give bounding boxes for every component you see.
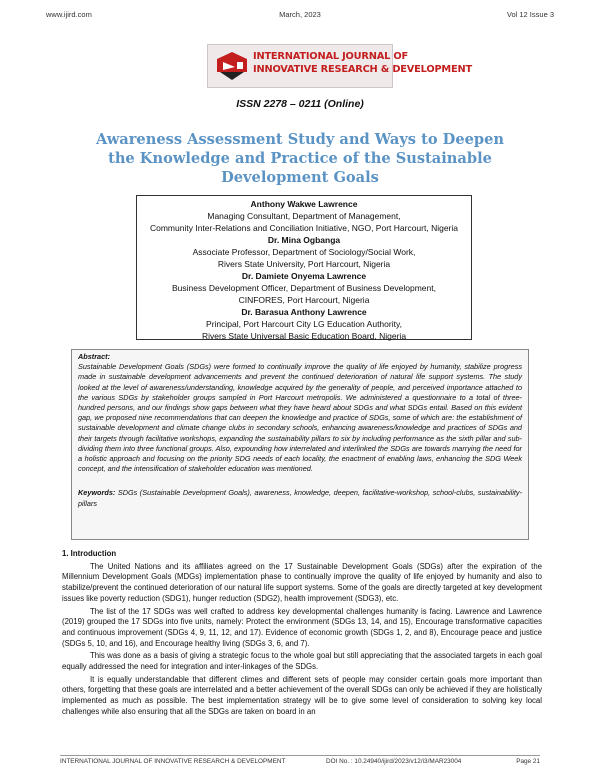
keywords [78,488,522,508]
paper-title: Awareness Assessment Study and Ways to Deepen the Knowledge and Practice of the Sustainable Development Goals [95,131,504,186]
footer-journal: INTERNATIONAL JOURNAL OF INNOVATIVE RESEARCH & DEVELOPMENT [60,758,286,765]
journal-logo [207,44,472,88]
author-name: Dr. Damiete Onyema Lawrence [241,271,367,281]
author-name: Dr. Barasua Anthony Lawrence [241,307,367,317]
abstract-text: Sustainable Development Goals (SDGs) were formed to continually improve the quality of life enjoyed by humanity, stabilize progress made in sustainable development advancements and prevent the continued deterioration of natural life support systems. The study looked at the level of awareness/understanding, knowledge acquired by the generality of people, and perceived importance attached to the various SDGs by stakeholder groups sampled in Port Harcourt metropolis. We administered a questionnaire to a total of three-hundred persons, and our findings show gaps between what they have heard about SDGs and what SDGs entail. Based on this evident gap, we proposed nine recommendations that can deepen the knowledge and practice of SDGs, some of which are: the establishment of sustainable development and climate change clubs in secondary schools, enhancing awareness/knowledge and practices of SDGs and their targets through facilitative workshops, expanding the sustainability pillars to six by including performance as the sixth pillar and sub-dividing them into three functional groups. Also, expounding how interrelated and interlinked the SDGs are towards marrying the need for a holistic approach and focusing on the priority SDG needs of each locality, the enactment of enabling laws, enhancing the SDG Week concept, and the intensification of stakeholder education was mentioned. [78,362,522,474]
authors-box [136,195,472,340]
footer-divider [60,755,540,756]
author-3 [137,270,471,306]
introduction-section [62,549,542,720]
intro-paragraph-2: The list of the 17 SDGs was well crafted to address key developmental challenges humanity is facing. Lawrence and Lawrence (2019) grouped the 17 SDGs into five units, namely: Protect the environment (SDGs 13, 14, and 15), Encourage transformative capacities and continuous improvement (SDGs 4, 9, 11, 12, and 17). Evidence of economic growth (SDGs 1, 2, and 8), Encourage peace and justice (SDGs 5, 10, and 16), and Encourage healthy living (SDGs 3, 6, and 7). [62,606,542,648]
author-affiliation: Rivers State University, Port Harcourt, Nigeria [217,259,391,269]
author-affiliation: Associate Professor, Department of Sociology/Social Work, [192,247,416,257]
logo-line-2: INNOVATIVE RESEARCH & DEVELOPMENT [253,64,472,75]
footer-page: Page 21 [516,758,540,765]
abstract-box [71,349,529,540]
issn: ISSN 2278 – 0211 (Online) [236,98,364,110]
header-volume: Vol 12 Issue 3 [506,10,554,19]
author-affiliation: Community Inter-Relations and Conciliation Initiative, NGO, Port Harcourt, Nigeria [149,223,458,233]
abstract-label: Abstract: [78,352,111,361]
author-affiliation: Business Development Officer, Department of Business Development, [172,283,436,293]
header-website: www.ijird.com [46,10,92,19]
author-affiliation: Managing Consultant, Department of Management, [207,211,401,221]
author-1 [137,198,471,234]
logo-text [253,50,472,76]
author-name: Dr. Mina Ogbanga [267,235,341,245]
footer-doi: DOI No. : 10.24940/ijird/2023/v12/i3/MAR23004 [326,758,462,765]
logo-line-1: INTERNATIONAL JOURNAL OF [253,51,409,62]
header-date: March, 2023 [279,10,321,19]
journal-logo-mark-icon [215,50,249,82]
author-affiliation: Rivers State Universal Basic Education Board, Nigeria [201,331,407,341]
intro-paragraph-3: This was done as a basis of giving a strategic focus to the whole goal but still appreciating that the associated targets in each goal equally addressed the need for integration and inter-linkages of the SDGs. [62,651,542,672]
section-heading: 1. Introduction [62,549,117,558]
author-2 [137,234,471,270]
author-affiliation: CINFORES, Port Harcourt, Nigeria [238,295,370,305]
keywords-label: Keywords: [78,488,116,498]
intro-paragraph-4: It is equally understandable that different climes and different sets of people may consider certain goals more important than others, forgetting that these goals are interrelated and a better achievement of the overall SDGs can only be achieved if they are holistically implemented as much as possible. The best implementation strategy will be to give some level of consideration to solving key local challenges while also ensuring that all the SDGs are taken on board in an [62,674,542,716]
author-4 [137,306,471,342]
author-affiliation: Principal, Port Harcourt City LG Education Authority, [206,319,402,329]
keywords-text: SDGs (Sustainable Development Goals), awareness, knowledge, deepen, facilitative-workshop, school-clubs, sustainability-pillars [78,488,523,508]
author-name: Anthony Wakwe Lawrence [250,199,358,209]
page-header [46,10,554,24]
intro-paragraph-1: The United Nations and its affiliates agreed on the 17 Sustainable Development Goals (SDGs) after the expiration of the Millennium Development Goals (MDGs) implementation phase to continually improve the quality of life enjoyed by humanity and also to stabilize/prevent the continued deterioration of our natural life support systems. Some of the goals are directly targeted at key development issues like poverty reduction (SDG1), hunger reduction (SDG2), health improvement (SDG3), etc. [62,561,542,603]
